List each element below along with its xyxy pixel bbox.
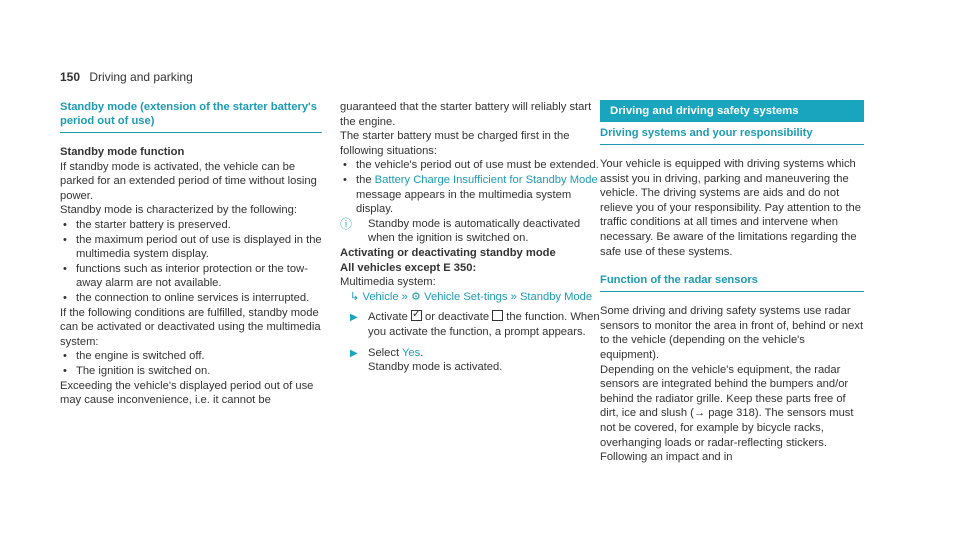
page-number: 150 [60, 70, 81, 84]
paragraph: The starter battery must be charged first in the following situations: [340, 130, 570, 157]
paragraph: guaranteed that the starter battery will reliably start the engine. [340, 101, 592, 128]
subheading-vehicles: All vehicles except E 350: [340, 261, 477, 274]
checkbox-empty-icon [492, 310, 503, 321]
checkbox-checked-icon [411, 310, 422, 321]
section-title: Driving and parking [89, 70, 193, 84]
enter-arrow-icon: ↳ [350, 290, 360, 303]
list-item: • the maximum period out of use is displayed in the multimedia system display. [60, 233, 322, 262]
subheading-activate: Activating or deactivating standby mode [340, 246, 556, 259]
paragraph: If standby mode is activated, the vehicle can be parked for an extended period of time without losing power. [60, 160, 317, 202]
message-text: Battery Charge Insufficient for Standby Mode [374, 173, 598, 186]
paragraph: If the following conditions are fulfilled, standby mode can be activated or deactivated using the multimedia system: [60, 306, 321, 348]
list-item: • functions such as interior protection or the tow-away alarm are not available. [60, 262, 322, 291]
radar-heading: Function of the radar sensors [600, 273, 864, 292]
menu-standby-mode: Standby Mode [519, 290, 593, 303]
bullet-list [60, 349, 322, 378]
paragraph: Multimedia system: [340, 276, 436, 289]
paragraph: Exceeding the vehicle's displayed period out of use may cause inconvenience, i.e. it cannot be [60, 379, 314, 407]
list-item: • the starter battery is preserved. [60, 218, 322, 233]
info-icon: ⓘ [340, 216, 353, 231]
list-item: • the connection to online services is interrupted. [60, 291, 322, 306]
page-header [60, 70, 193, 84]
step-arrow-icon: ▶ [350, 347, 358, 359]
chapter-banner: Driving and driving safety systems [600, 100, 864, 122]
list-item: • the Battery Charge Insufficient for Standby Mode message appears in the multimedia system display. [340, 173, 603, 217]
bullet-list [340, 158, 603, 216]
paragraph: Some driving and driving safety systems use radar sensors to monitor the area in front of, behind or next to the vehicle (depending on the vehicle's equipment). [600, 305, 864, 361]
standby-heading: Standby mode (extension of the starter battery's period out of use) [60, 100, 322, 133]
chevron-icon: » [510, 290, 517, 303]
step-arrow-icon: ▶ [350, 312, 358, 324]
paragraph: Your vehicle is equipped with driving systems which assist you in driving, parking and maneuvering the vehicle. The driving systems are aids and do not relieve you of your responsibility. Pay attention to the traffic conditions at all times and intervene when necessary. Be aware of the limitations regarding the safe use of these systems. [600, 158, 861, 258]
list-item: • the vehicle's period out of use must be extended. [340, 158, 603, 173]
column-3 [600, 100, 864, 465]
bullet-list [60, 218, 322, 306]
paragraph: Standby mode is characterized by the following: [60, 204, 297, 217]
step-1: ▶ Activate ✓ or deactivate the function. When you activate the function, a prompt appears. [340, 310, 603, 339]
menu-vehicle: Vehicle [362, 290, 399, 303]
column-2 [340, 100, 603, 375]
responsibility-heading: Driving systems and your responsibility [600, 126, 864, 145]
list-item: • The ignition is switched on. [60, 364, 322, 379]
option-yes: Yes [402, 346, 421, 359]
menu-vehicle-settings: Vehicle Set-tings [424, 290, 508, 303]
list-item: • the engine is switched off. [60, 349, 322, 364]
note: ⓘ Standby mode is automatically deactivated when the ignition is switched on. [340, 216, 581, 245]
paragraph: Depending on the vehicle's equipment, the radar sensors are integrated behind the bumpers and/or behind the radiator grille. Keep these parts free of dirt, ice and slush (→ page 318). The sensors must not be covered, for example by bicycle racks, overhanging loads or radar-reflecting stickers. Following an impact and in [600, 363, 854, 464]
subheading-function: Standby mode function [60, 146, 185, 158]
chevron-icon: » [401, 290, 408, 303]
step-2: ▶ Select Yes. Standby mode is activated. [350, 346, 503, 374]
car-settings-icon: ⚙ [411, 290, 422, 303]
column-1 [60, 100, 322, 408]
menu-path [340, 290, 603, 305]
